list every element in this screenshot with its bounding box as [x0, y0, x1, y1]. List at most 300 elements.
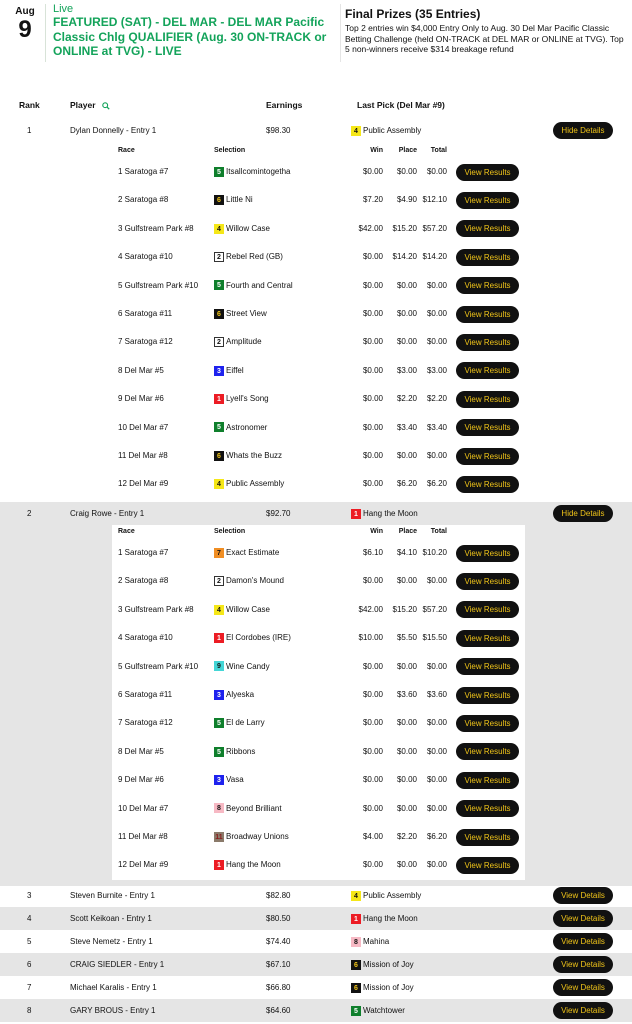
pick-place: $15.20	[392, 604, 417, 614]
col-player[interactable]	[70, 100, 110, 110]
pick-win: $0.00	[362, 280, 383, 290]
pick-win: $0.00	[362, 365, 383, 375]
pick-race: 10 Del Mar #7	[118, 422, 169, 432]
player-last-pick	[351, 907, 418, 930]
pick-race: 12 Del Mar #9	[118, 860, 169, 870]
saddle-cloth-number: 4	[214, 605, 224, 615]
last-pick-horse: Mahina	[363, 937, 390, 946]
saddle-cloth-number: 7	[214, 548, 224, 558]
view-results-button[interactable]: View Results	[456, 601, 519, 618]
pick-place: $14.20	[392, 252, 417, 262]
player-rank: 1	[27, 126, 32, 135]
player-name[interactable]: Michael Karalis - Entry 1	[70, 983, 157, 992]
saddle-cloth-number: 5	[214, 280, 224, 290]
player-row[interactable]	[0, 976, 632, 999]
saddle-cloth-number: 4	[214, 479, 224, 489]
pick-horse: Willow Case	[226, 223, 271, 233]
pick-place: $0.00	[396, 280, 417, 290]
last-pick-horse: Mission of Joy	[363, 983, 414, 992]
saddle-cloth-number: 1	[351, 914, 361, 924]
pick-horse: Wine Candy	[226, 661, 270, 671]
saddle-cloth-number: 2	[214, 252, 224, 262]
pick-place: $3.40	[396, 422, 417, 432]
pick-row	[112, 272, 525, 300]
saddle-cloth-number: 5	[214, 718, 224, 728]
pick-place: $15.20	[392, 223, 417, 233]
col-last-pick: Last Pick (Del Mar #9)	[357, 100, 445, 110]
pick-race: 1 Saratoga #7	[118, 548, 169, 557]
pick-total: $0.00	[426, 337, 447, 347]
player-rank: 4	[27, 914, 32, 923]
pick-horse: Alyeska	[226, 690, 255, 699]
pick-row	[112, 795, 525, 823]
pick-race: 10 Del Mar #7	[118, 803, 169, 813]
pick-place: $3.60	[396, 690, 417, 699]
pick-row	[112, 823, 525, 851]
view-results-button[interactable]: View Results	[456, 829, 519, 846]
player-row[interactable]	[0, 907, 632, 930]
player-name[interactable]: Craig Rowe - Entry 1	[70, 509, 145, 518]
pick-row	[112, 186, 525, 214]
player-last-pick	[351, 119, 421, 142]
player-earnings: $82.80	[266, 891, 291, 900]
pick-race: 5 Gulfstream Park #10	[118, 280, 199, 290]
view-results-button[interactable]: View Results	[456, 743, 519, 760]
pick-win: $0.00	[362, 661, 383, 671]
player-row[interactable]	[0, 119, 632, 142]
last-pick-horse: Watchtower	[363, 1006, 405, 1015]
saddle-cloth-number: 1	[214, 633, 224, 643]
player-last-pick	[351, 976, 414, 999]
pick-race: 9 Del Mar #6	[118, 775, 164, 785]
pick-win: $0.00	[362, 337, 383, 347]
pick-win: $0.00	[362, 718, 383, 728]
pick-place: $0.00	[396, 718, 417, 728]
pick-win: $0.00	[362, 309, 383, 318]
view-details-button[interactable]: View Details	[553, 910, 613, 927]
saddle-cloth-number: 2	[214, 337, 224, 347]
pick-race: 7 Saratoga #12	[118, 718, 173, 728]
pick-race: 11 Del Mar #8	[118, 451, 168, 460]
pick-race: 3 Gulfstream Park #8	[118, 223, 194, 233]
last-pick-horse: Hang the Moon	[363, 509, 418, 518]
detail-col-total: Total	[430, 528, 447, 535]
saddle-cloth-number: 4	[351, 126, 361, 136]
pick-race: 5 Gulfstream Park #10	[118, 661, 199, 671]
saddle-cloth-number: 5	[214, 167, 224, 177]
last-pick-horse: Public Assembly	[363, 891, 422, 900]
view-results-button[interactable]: View Results	[456, 857, 519, 874]
saddle-cloth-number: 6	[214, 309, 224, 319]
saddle-cloth-number: 4	[351, 891, 361, 901]
pick-race: 11 Del Mar #8	[118, 832, 168, 841]
pick-horse: Hang the Moon	[226, 860, 281, 870]
pick-place: $3.00	[396, 365, 417, 375]
pick-race: 4 Saratoga #10	[118, 252, 173, 262]
pick-race: 2 Saratoga #8	[118, 195, 169, 205]
view-results-button[interactable]: View Results	[456, 715, 519, 732]
pick-horse: Amplitude	[226, 337, 262, 347]
detail-col-place: Place	[398, 528, 417, 535]
hide-details-button[interactable]: Hide Details	[553, 122, 613, 139]
pick-selection	[214, 766, 244, 794]
pick-total: $57.20	[422, 604, 447, 614]
pick-place: $6.20	[396, 479, 417, 489]
pick-horse: Little Ni	[226, 195, 253, 205]
saddle-cloth-number: 11	[215, 833, 223, 841]
player-rank: 7	[27, 983, 32, 992]
saddle-cloth-number: 1	[351, 509, 361, 519]
pick-row	[112, 470, 525, 498]
picks-detail-panel	[112, 525, 525, 880]
detail-col-selection: Selection	[214, 528, 246, 535]
player-row[interactable]	[0, 502, 632, 525]
player-earnings: $67.10	[266, 960, 291, 969]
pick-race: 12 Del Mar #9	[118, 479, 169, 489]
player-row[interactable]	[0, 930, 632, 953]
pick-selection	[214, 272, 293, 300]
pick-race: 2 Saratoga #8	[118, 576, 169, 586]
pick-total: $0.00	[426, 775, 447, 785]
view-results-button[interactable]: View Results	[456, 249, 519, 266]
pick-win: $42.00	[358, 604, 383, 614]
pick-place: $4.10	[396, 548, 417, 557]
pick-race: 8 Del Mar #5	[118, 746, 164, 756]
pick-horse: Ribbons	[226, 746, 256, 756]
pick-row	[112, 766, 525, 794]
saddle-cloth-number: 6	[214, 451, 224, 461]
view-results-button[interactable]: View Results	[456, 687, 519, 704]
player-row[interactable]	[0, 953, 632, 976]
picks-detail-panel	[112, 144, 525, 499]
event-title: FEATURED (SAT) - DEL MAR - DEL MAR Pacific Classic Chlg QUALIFIER (Aug. 30 ON-TRACK or ONLINE at TVG) - LIVE	[53, 15, 327, 58]
player-row[interactable]	[0, 999, 632, 1022]
pick-selection	[214, 357, 244, 385]
saddle-cloth-number: 8	[351, 937, 361, 947]
pick-selection	[214, 470, 284, 498]
pick-selection	[214, 385, 269, 413]
player-rank: 5	[27, 937, 32, 946]
pick-win: $10.00	[358, 633, 383, 643]
view-results-button[interactable]: View Results	[456, 573, 519, 590]
live-status: Live	[53, 3, 74, 15]
pick-race: 3 Gulfstream Park #8	[118, 604, 194, 614]
pick-place: $0.00	[396, 309, 417, 318]
pick-win: $0.00	[362, 690, 383, 699]
pick-row	[112, 709, 525, 737]
pick-row	[112, 300, 525, 328]
pick-place: $2.20	[396, 832, 417, 841]
pick-race: 1 Saratoga #7	[118, 167, 169, 176]
player-last-pick	[351, 502, 418, 525]
pick-row	[112, 357, 525, 385]
player-name[interactable]: GARY BROUS - Entry 1	[70, 1006, 156, 1015]
pick-total: $0.00	[426, 860, 447, 870]
player-earnings: $66.80	[266, 983, 291, 992]
pick-horse: Exact Estimate	[226, 548, 280, 557]
pick-place: $0.00	[396, 576, 417, 586]
search-icon[interactable]	[102, 102, 110, 110]
saddle-cloth-number: 5	[351, 1006, 361, 1016]
pick-total: $2.20	[426, 394, 447, 404]
pick-win: $0.00	[362, 252, 383, 262]
pick-row	[112, 681, 525, 709]
view-results-button[interactable]: View Results	[456, 545, 519, 562]
pick-win: $7.20	[362, 195, 383, 205]
player-last-pick	[351, 953, 414, 976]
date-day: 9	[18, 16, 32, 43]
pick-horse: Rebel Red (GB)	[226, 252, 283, 262]
saddle-cloth-number: 3	[214, 690, 224, 700]
saddle-cloth-number: 6	[351, 960, 361, 970]
pick-win: $0.00	[362, 860, 383, 870]
event-date	[8, 6, 42, 43]
detail-col-total: Total	[430, 147, 447, 154]
pick-row	[112, 851, 525, 879]
view-results-button[interactable]: View Results	[456, 448, 519, 465]
saddle-cloth-number: 5	[214, 747, 224, 757]
pick-row	[112, 328, 525, 356]
pick-win: $6.10	[362, 548, 383, 557]
pick-selection	[214, 596, 270, 624]
pick-selection	[214, 300, 267, 328]
player-rank: 8	[27, 1006, 32, 1015]
pick-selection	[214, 243, 283, 271]
pick-horse: Beyond Brilliant	[226, 803, 282, 813]
view-results-button[interactable]: View Results	[456, 164, 519, 181]
view-results-button[interactable]: View Results	[456, 630, 519, 647]
pick-win: $42.00	[358, 223, 383, 233]
pick-total: $3.00	[426, 365, 447, 375]
pick-win: $0.00	[362, 167, 383, 176]
pick-horse: Vasa	[226, 775, 244, 785]
header-divider	[340, 4, 341, 62]
pick-selection	[214, 624, 291, 652]
last-pick-horse: Hang the Moon	[363, 914, 418, 923]
pick-place: $5.50	[396, 633, 417, 643]
pick-selection	[214, 442, 282, 470]
pick-horse: El de Larry	[226, 718, 265, 728]
pick-row	[112, 596, 525, 624]
view-results-button[interactable]: View Results	[456, 334, 519, 351]
pick-place: $0.00	[396, 451, 417, 460]
pick-row	[112, 539, 525, 567]
view-results-button[interactable]: View Results	[456, 419, 519, 436]
pick-horse: Astronomer	[226, 422, 268, 432]
view-results-button[interactable]: View Results	[456, 306, 519, 323]
pick-horse: Fourth and Central	[226, 280, 293, 290]
saddle-cloth-number: 3	[214, 366, 224, 376]
pick-selection	[214, 328, 262, 356]
detail-header-row	[112, 144, 525, 158]
player-rank: 2	[27, 509, 32, 518]
pick-row	[112, 414, 525, 442]
player-earnings: $80.50	[266, 914, 291, 923]
view-results-button[interactable]: View Results	[456, 476, 519, 493]
saddle-cloth-number: 6	[214, 195, 224, 205]
pick-place: $0.00	[396, 337, 417, 347]
pick-horse: Itsallcomintogetha	[226, 167, 291, 176]
pick-total: $0.00	[426, 167, 447, 176]
pick-horse: Whats the Buzz	[226, 451, 283, 460]
last-pick-horse: Public Assembly	[363, 126, 422, 135]
pick-horse: Public Assembly	[226, 479, 285, 489]
col-earnings: Earnings	[266, 100, 303, 110]
pick-selection	[214, 709, 265, 737]
date-month: Aug	[15, 6, 35, 17]
pick-selection	[214, 215, 270, 243]
pick-total: $57.20	[422, 223, 447, 233]
pick-win: $0.00	[362, 394, 383, 404]
view-details-button[interactable]: View Details	[553, 979, 613, 996]
view-details-button[interactable]: View Details	[553, 933, 613, 950]
pick-total: $6.20	[426, 832, 447, 841]
pick-total: $0.00	[426, 309, 447, 318]
pick-total: $0.00	[426, 803, 447, 813]
view-details-button[interactable]: View Details	[553, 956, 613, 973]
pick-row	[112, 243, 525, 271]
saddle-cloth-number: 3	[214, 775, 224, 785]
pick-total: $10.20	[422, 548, 447, 557]
player-name[interactable]: Dylan Donnelly - Entry 1	[70, 126, 157, 135]
pick-total: $15.50	[422, 633, 447, 643]
pick-selection	[214, 851, 281, 879]
player-last-pick	[351, 999, 405, 1022]
saddle-cloth-number: 2	[214, 576, 224, 586]
pick-total: $0.00	[426, 661, 447, 671]
pick-race: 4 Saratoga #10	[118, 633, 173, 643]
pick-selection	[214, 539, 279, 567]
view-results-button[interactable]: View Results	[456, 192, 519, 209]
pick-win: $0.00	[362, 775, 383, 785]
pick-total: $0.00	[426, 280, 447, 290]
pick-selection	[214, 738, 255, 766]
pick-selection	[214, 653, 270, 681]
view-results-button[interactable]: View Results	[456, 658, 519, 675]
player-earnings: $92.70	[266, 509, 291, 518]
pick-row	[112, 653, 525, 681]
pick-row	[112, 567, 525, 595]
view-results-button[interactable]: View Results	[456, 362, 519, 379]
player-rank: 6	[27, 960, 32, 969]
pick-place: $0.00	[396, 775, 417, 785]
pick-selection	[214, 158, 290, 186]
pick-row	[112, 158, 525, 186]
pick-horse: Damon's Mound	[226, 576, 284, 586]
pick-row	[112, 215, 525, 243]
pick-win: $0.00	[362, 746, 383, 756]
player-name[interactable]: Scott Keikoan - Entry 1	[70, 914, 152, 923]
saddle-cloth-number: 6	[351, 983, 361, 993]
pick-win: $4.00	[362, 832, 383, 841]
view-details-button[interactable]: View Details	[553, 887, 613, 904]
prize-title: Final Prizes (35 Entries)	[345, 7, 481, 21]
pick-row	[112, 738, 525, 766]
player-name[interactable]: Steve Nemetz - Entry 1	[70, 937, 153, 946]
pick-total: $0.00	[426, 576, 447, 586]
player-rank: 3	[27, 891, 32, 900]
pick-win: $0.00	[362, 576, 383, 586]
pick-race: 9 Del Mar #6	[118, 394, 164, 404]
view-results-button[interactable]: View Results	[456, 772, 519, 789]
saddle-cloth-number: 4	[214, 224, 224, 234]
saddle-cloth-number: 1	[214, 860, 224, 870]
view-results-button[interactable]: View Results	[456, 800, 519, 817]
view-details-button[interactable]: View Details	[553, 1002, 613, 1019]
detail-header-row	[112, 525, 525, 539]
pick-place: $0.00	[396, 860, 417, 870]
view-results-button[interactable]: View Results	[456, 391, 519, 408]
detail-col-place: Place	[398, 147, 417, 154]
col-player-label: Player	[70, 100, 96, 110]
pick-selection	[214, 823, 289, 851]
pick-place: $4.90	[396, 195, 417, 205]
pick-total: $12.10	[422, 195, 447, 205]
pick-horse: Street View	[226, 309, 267, 318]
pick-place: $0.00	[396, 803, 417, 813]
last-pick-horse: Mission of Joy	[363, 960, 414, 969]
saddle-cloth-number: 5	[214, 422, 224, 432]
player-earnings: $98.30	[266, 126, 291, 135]
col-rank: Rank	[19, 100, 40, 110]
header-divider	[45, 4, 46, 62]
detail-col-selection: Selection	[214, 147, 246, 154]
detail-col-race: Race	[118, 528, 135, 535]
event-header	[0, 0, 632, 72]
pick-place: $0.00	[396, 167, 417, 176]
pick-win: $0.00	[362, 479, 383, 489]
player-name[interactable]: Steven Burnite - Entry 1	[70, 891, 155, 900]
pick-horse: Broadway Unions	[226, 832, 289, 841]
view-results-button[interactable]: View Results	[456, 277, 519, 294]
detail-col-race: Race	[118, 147, 135, 154]
player-name[interactable]: CRAIG SIEDLER - Entry 1	[70, 960, 165, 969]
pick-horse: Eiffel	[226, 365, 244, 375]
pick-selection	[214, 681, 254, 709]
pick-win: $0.00	[362, 803, 383, 813]
pick-total: $14.20	[422, 252, 447, 262]
view-results-button[interactable]: View Results	[456, 220, 519, 237]
pick-selection	[214, 567, 284, 595]
pick-total: $6.20	[426, 479, 447, 489]
hide-details-button[interactable]: Hide Details	[553, 505, 613, 522]
pick-total: $0.00	[426, 746, 447, 756]
pick-horse: El Cordobes (IRE)	[226, 633, 291, 643]
pick-total: $0.00	[426, 451, 447, 460]
player-row[interactable]	[0, 884, 632, 907]
pick-race: 7 Saratoga #12	[118, 337, 173, 347]
pick-win: $0.00	[362, 451, 383, 460]
detail-col-win: Win	[370, 147, 383, 154]
pick-row	[112, 442, 525, 470]
saddle-cloth-number: 1	[214, 394, 224, 404]
saddle-cloth-number: 8	[214, 803, 224, 813]
pick-place: $2.20	[396, 394, 417, 404]
detail-col-win: Win	[370, 528, 383, 535]
pick-total: $0.00	[426, 718, 447, 728]
player-last-pick	[351, 930, 389, 953]
pick-horse: Lyell's Song	[226, 394, 269, 404]
player-last-pick	[351, 884, 421, 907]
pick-win: $0.00	[362, 422, 383, 432]
pick-selection	[214, 186, 253, 214]
pick-place: $0.00	[396, 661, 417, 671]
pick-selection	[214, 414, 267, 442]
pick-row	[112, 624, 525, 652]
pick-total: $3.40	[426, 422, 447, 432]
pick-total: $3.60	[426, 690, 447, 699]
pick-race: 8 Del Mar #5	[118, 365, 164, 375]
